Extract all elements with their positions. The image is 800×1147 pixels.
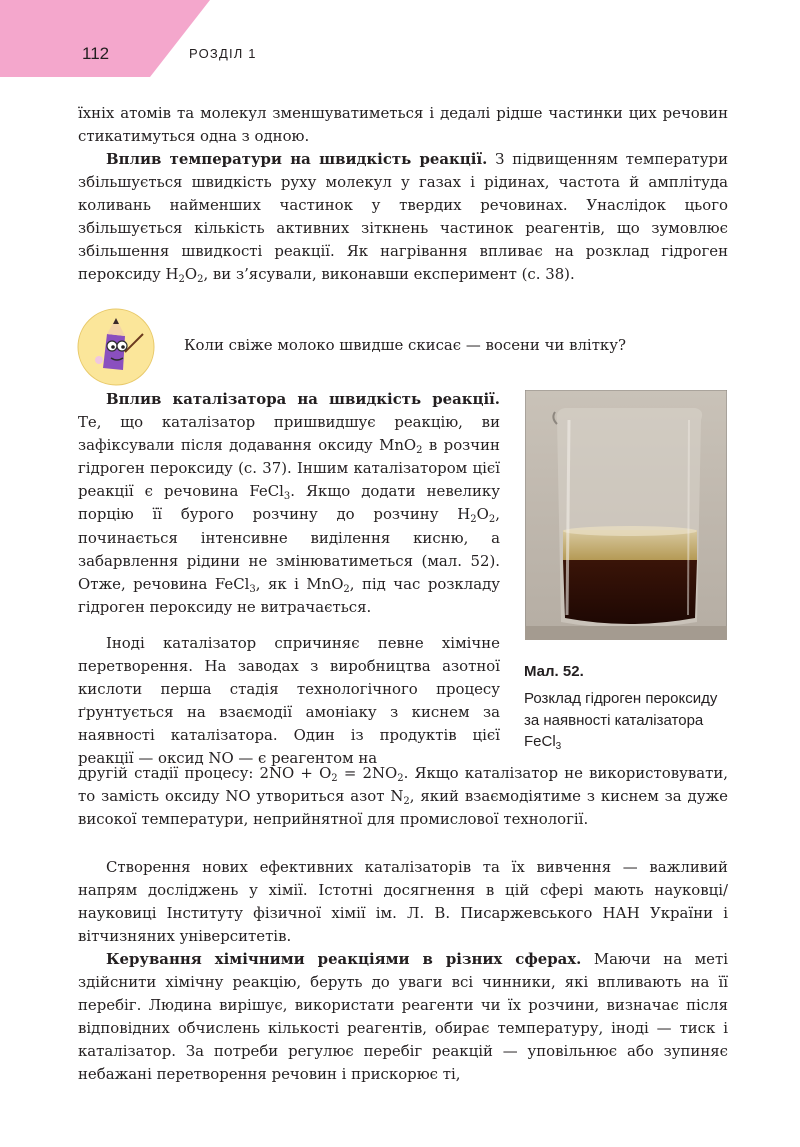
figure-label: Мал. 52. bbox=[524, 663, 584, 680]
beaker-photo bbox=[525, 390, 727, 640]
paragraph-industry-continued: другій стадії процесу: $2NO + O_2 = 2NO_2$. Якщо каталізатор не використовувати, то замість оксиду NO утвориться азот $N_2$, який взаємодіятиме з киснем за дуже високої температури, неприйнятної для промислової технології. bbox=[78, 764, 728, 829]
heading-control: Керування хімічними реакціями в різних сферах. bbox=[106, 950, 582, 968]
thinking-pencil-icon bbox=[77, 308, 155, 386]
paragraph-intro: їхніх атомів та молекул зменшуватиметься і дедалі рідше частинки цих речовин стикатимуться одна з одною. bbox=[78, 104, 728, 146]
figure-caption: Розклад гідроген пероксиду за наявності каталізатора FeCl$_3$ bbox=[524, 690, 718, 752]
paragraph-research: Створення нових ефективних каталізаторів та їх вивчення — важливий напрям досліджень у хімії. Істотні досягнення в цій сфері мають науковці/науковиці Інституту фізичної хімії ім. Л. В. Писаржевського НАН України і вітчизняних університетів. bbox=[78, 858, 728, 946]
section-label: РОЗДІЛ 1 bbox=[189, 46, 257, 61]
paragraph-temperature: Вплив температури на швидкість реакції. З підвищенням температури збільшується швидкість руху молекул у газах і рідинах, частота й амплітуда коливань найменших частинок у твердих речовинах. Унаслідок цього збільшується кількість активних зіткнень частинок реагентів, що зумовлює збільшення швидкості реакції. Як нагрівання впливає на розклад гідроген пероксиду $H_2O_2$, ви з’ясували, виконавши експеримент (с. 38). bbox=[78, 150, 729, 286]
corner-tab bbox=[0, 0, 210, 77]
paragraph-catalyst: Вплив каталізатора на швидкість реакції. Те, що каталізатор пришвидшує реакцію, ви зафіксували після додавання оксиду MnO$_2$ в розчин гідроген пероксиду (с. 37). Іншим каталізатором цієї реакції є речовина FeCl$_3$. Якщо додати невелику порцію її бурого розчину до розчину $H_2O_2$, починається інтенсивне виділення кисню, а забарвлення рідини не змінюватиметься (мал. 52). Отже, речовина FeCl$_3$, як і MnO$_2$, під час розкладу гідроген пероксиду не витрачається. bbox=[78, 390, 501, 616]
heading-catalyst: Вплив каталізатора на швидкість реакції. bbox=[106, 390, 500, 408]
page-number: 112 bbox=[82, 44, 110, 63]
paragraph-control: Керування хімічними реакціями в різних сферах. Маючи на меті здійснити хімічну реакцію, беруть до уваги всі чинники, які впливають на її перебіг. Людина вирішує, використати реагенти чи їх розчини, визначає після відповідних обчислень кількості реагентів, обирає температуру, іноді — тиск і каталізатор. За потреби регулює перебіг реакцій — уповільнює або зупиняє небажані перетворення речовин і прискорює ті, bbox=[78, 950, 728, 1084]
question-text: Коли свіже молоко швидше скисає — восени чи влітку? bbox=[184, 336, 626, 354]
paragraph-industry: Іноді каталізатор спричиняє певне хімічне перетворення. На заводах з виробництва азотної кислоти перша стадія технологічного процесу ґрунтується на взаємодії амоніаку з киснем за наявності каталізатора. Один із продуктів цієї реакції — оксид NO — є реагентом на bbox=[78, 634, 500, 768]
heading-temperature: Вплив температури на швидкість реакції. bbox=[106, 150, 488, 168]
